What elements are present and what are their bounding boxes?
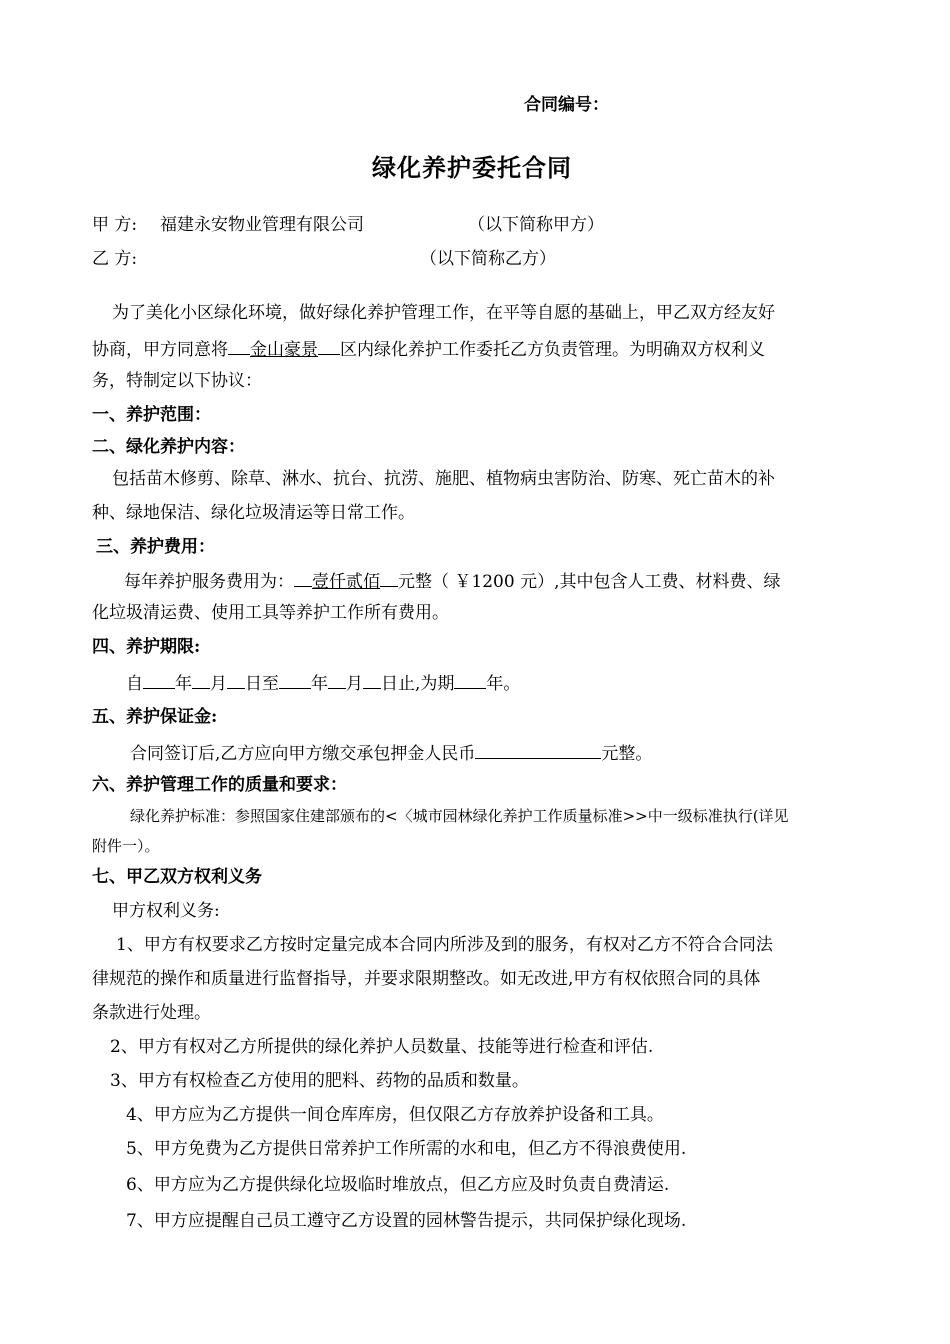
term-text: 年 [311, 674, 328, 694]
deposit-blank [475, 740, 601, 759]
term-text: 月 [210, 674, 227, 694]
blank [192, 670, 210, 689]
community-name-field: 金山豪景 [250, 340, 318, 360]
section-3-line-2: 化垃圾清运费、使用工具等养护工作所有费用。 [92, 603, 449, 623]
term-text: 日至 [245, 674, 279, 694]
blank [294, 568, 312, 587]
fee-label: 每年养护服务费用为： [124, 572, 294, 592]
section-5-heading: 五、养护保证金: [92, 707, 218, 727]
blank [363, 670, 381, 689]
term-text: 自 [126, 674, 143, 694]
clause-1-line-3: 条款进行处理。 [92, 1003, 211, 1023]
blank [380, 568, 398, 587]
term-text: 日止,为期 [381, 674, 455, 694]
deposit-line [130, 740, 652, 765]
clause-7: 7、甲方应提醒自己员工遵守乙方设置的园林警告提示，共同保护绿化现场. [126, 1211, 687, 1231]
intro-line-2-post: 区内绿化养护工作委托乙方负责管理。为明确双方权利义 [340, 340, 765, 360]
section-6-line-1: 绿化养护标准：参照国家住建部颁布的<〈城市园林绿化养护工作质量标准>>中一级标准执行(详见 [130, 807, 789, 825]
clause-5: 5、甲方免费为乙方提供日常养护工作所需的水和电，但乙方不得浪费使用. [126, 1139, 687, 1159]
section-2-line-1: 包括苗木修剪、除草、淋水、抗台、抗涝、施肥、植物病虫害防治、防寒、死亡苗木的补 [112, 469, 775, 489]
section-2-heading: 二、绿化养护内容： [92, 437, 245, 457]
party-a-label: 甲 方: [92, 215, 138, 235]
deposit-text: 合同签订后,乙方应向甲方缴交承包押金人民币 [130, 744, 476, 764]
section-3-heading: 三、养护费用： [96, 537, 215, 557]
party-a-alias: （以下简称甲方） [468, 215, 604, 235]
fee-line-rest: 元整（ ￥1200 元）,其中包含人工费、材料费、绿 [398, 572, 781, 592]
section-7-heading: 七、甲乙双方权利义务 [92, 867, 262, 887]
page-title: 绿化养护委托合同 [372, 153, 572, 182]
blank [228, 336, 250, 355]
section-2-line-2: 种、绿地保洁、绿化垃圾清运等日常工作。 [92, 503, 415, 523]
term-text: 年 [175, 674, 192, 694]
blank [328, 670, 346, 689]
clause-6: 6、甲方应为乙方提供绿化垃圾临时堆放点，但乙方应及时负责自费清运. [126, 1175, 670, 1195]
section-6-line-2: 附件一）。 [92, 837, 160, 855]
clause-1-line-2: 律规范的操作和质量进行监督指导，并要求限期整改。如无改进,甲方有权依照合同的具体 [92, 969, 761, 989]
term-line [126, 670, 520, 695]
section-6-heading: 六、养护管理工作的质量和要求： [92, 775, 347, 795]
party-a-name: 福建永安物业管理有限公司 [160, 215, 364, 235]
term-text: 年。 [486, 674, 521, 694]
clause-1-line-1: 1、甲方有权要求乙方按时定量完成本合同内所涉及到的服务，有权对乙方不符合合同法 [116, 935, 773, 955]
intro-line-2-pre: 协商，甲方同意将 [92, 340, 228, 360]
party-b-alias: （以下简称乙方） [420, 249, 556, 269]
section-3-line-1 [124, 568, 780, 593]
deposit-text: 元整。 [601, 744, 653, 764]
intro-line-1: 为了美化小区绿化环境，做好绿化养护管理工作，在平等自愿的基础上，甲乙双方经友好 [112, 303, 775, 323]
blank [227, 670, 245, 689]
intro-line-3: 务，特制定以下协议： [92, 371, 262, 391]
party-b-label: 乙 方: [92, 249, 138, 269]
clause-4: 4、甲方应为乙方提供一间仓库库房，但仅限乙方存放养护设备和工具。 [126, 1105, 664, 1125]
intro-line-2 [92, 336, 765, 361]
blank [454, 670, 486, 689]
blank [279, 670, 311, 689]
clause-2: 2、甲方有权对乙方所提供的绿化养护人员数量、技能等进行检查和评估. [110, 1037, 654, 1057]
blank [143, 670, 175, 689]
clause-3: 3、甲方有权检查乙方使用的肥料、药物的品质和数量。 [110, 1071, 529, 1091]
section-1-heading: 一、养护范围： [92, 405, 211, 425]
contract-number-label: 合同编号： [524, 95, 609, 115]
section-7-subheading: 甲方权利义务: [112, 901, 220, 921]
blank [318, 336, 340, 355]
term-text: 月 [346, 674, 363, 694]
section-4-heading: 四、养护期限: [92, 637, 201, 657]
fee-amount-words: 壹仟贰佰 [312, 572, 380, 592]
